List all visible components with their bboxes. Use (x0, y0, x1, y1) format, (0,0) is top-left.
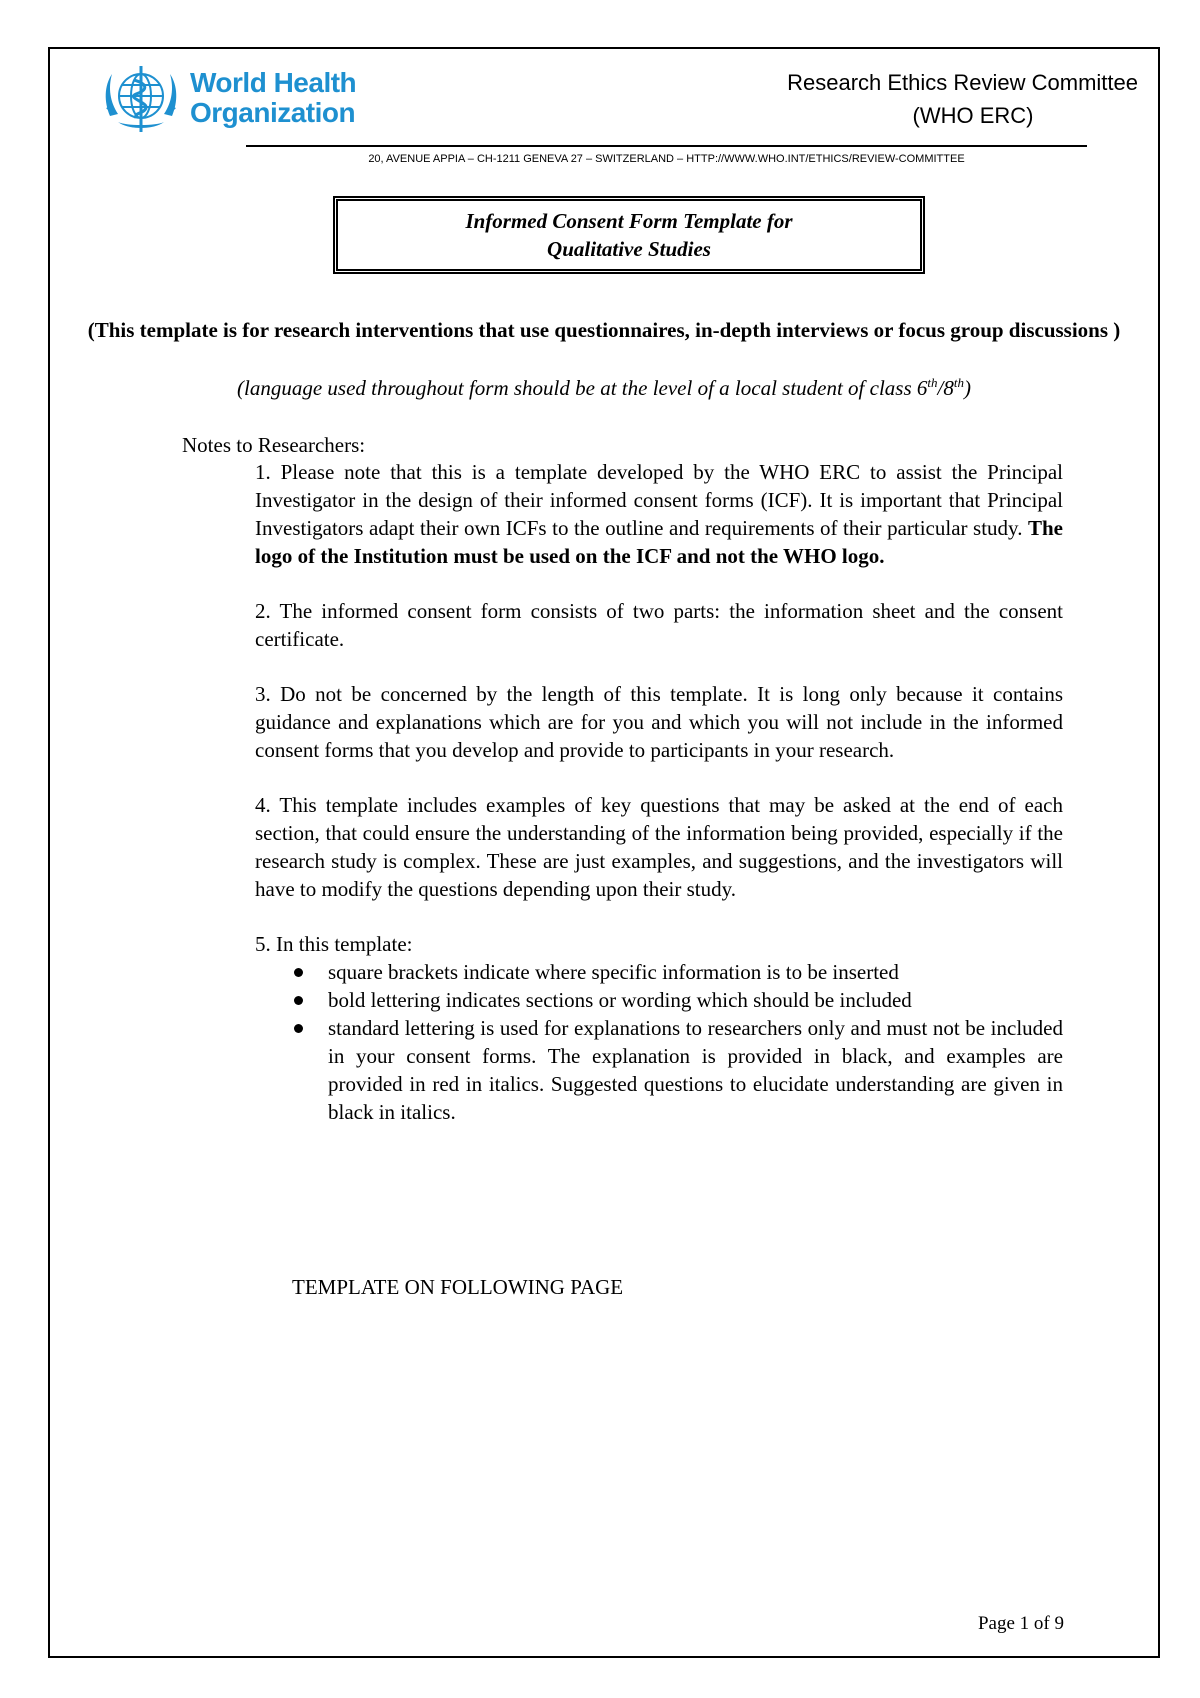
who-emblem-icon (98, 58, 184, 138)
document-title-box (333, 196, 925, 274)
logo-line-1: World Health (190, 67, 357, 98)
note-5-intro: 5. In this template: (255, 932, 413, 956)
note-4: 4. This template includes examples of key questions that may be asked at the end of each section, that could ensure the understanding of the information being provided, especially if the research study is complex. These are just examples, and suggestions, and the investigators will have to modify the questions depending upon their study. (255, 793, 1063, 901)
language-note-sup-2: th (953, 375, 964, 390)
note-1-text: 1. Please note that this is a template developed by the WHO ERC to assist the Principal Investigator in the design of their informed consent forms (ICF). It is important that Principal Investigators adapt their own ICFs to the outline and requirements of their particular study. (255, 460, 1063, 540)
list-item (255, 958, 1063, 986)
bullet-icon (294, 968, 303, 977)
bullet-icon (294, 996, 303, 1005)
title-line-1: Informed Consent Form Template for (465, 209, 793, 233)
page-number: Page 1 of 9 (977, 1613, 1064, 1634)
committee-name: Research Ethics Review Committee (787, 70, 1138, 95)
list-item (255, 986, 1063, 1014)
language-note-sup-1: th (927, 375, 938, 390)
notes-heading: Notes to Researchers: (182, 433, 366, 457)
list-item (255, 1014, 1063, 1126)
who-wordmark (190, 68, 356, 128)
note-2: 2. The informed consent form consists of two parts: the information sheet and the consent certificate. (255, 599, 1063, 651)
language-note-suffix: ) (964, 376, 971, 400)
address-line: 20, AVENUE APPIA – CH-1211 GENEVA 27 – SWITZERLAND – HTTP://WWW.WHO.INT/ETHICS/REVIEW-COMMITTEE (368, 153, 965, 165)
title-line-2: Qualitative Studies (547, 237, 711, 261)
note-5-list (255, 958, 1063, 1126)
list-item-text: square brackets indicate where specific information is to be inserted (328, 960, 899, 984)
following-page-note: TEMPLATE ON FOLLOWING PAGE (292, 1275, 624, 1299)
logo-line-2: Organization (190, 97, 356, 128)
bullet-icon (294, 1024, 303, 1033)
note-3: 3. Do not be concerned by the length of this template. It is long only because it contains guidance and explanations which are for you and which you will not include in the informed consent forms that you develop and provide to participants in your research. (255, 682, 1063, 762)
language-note-mid: /8 (937, 376, 954, 400)
language-level-note (54, 374, 1154, 402)
notes-body (255, 458, 1063, 1126)
who-logo (98, 58, 356, 138)
list-item-text: standard lettering is used for explanations to researchers only and must not be included in your consent forms. The explanation is provided in black, and examples are provided in red in italics. Suggested questions to elucidate understanding are given in black in italics. (328, 1016, 1063, 1124)
header-divider (246, 145, 1087, 147)
committee-abbrev: (WHO ERC) (912, 103, 1034, 128)
list-item-text: bold lettering indicates sections or wording which should be included (328, 988, 912, 1012)
template-scope-note: (This template is for research interventions that use questionnaires, in-depth interviews or focus group discussions ) (87, 318, 1121, 342)
committee-title (678, 66, 1138, 132)
note-1 (255, 458, 1063, 570)
language-note-prefix: (language used throughout form should be at the level of a local student of class 6 (237, 376, 928, 400)
note-1-bold: The logo of the Institution must be used on the ICF and not the WHO logo. (255, 516, 1063, 568)
